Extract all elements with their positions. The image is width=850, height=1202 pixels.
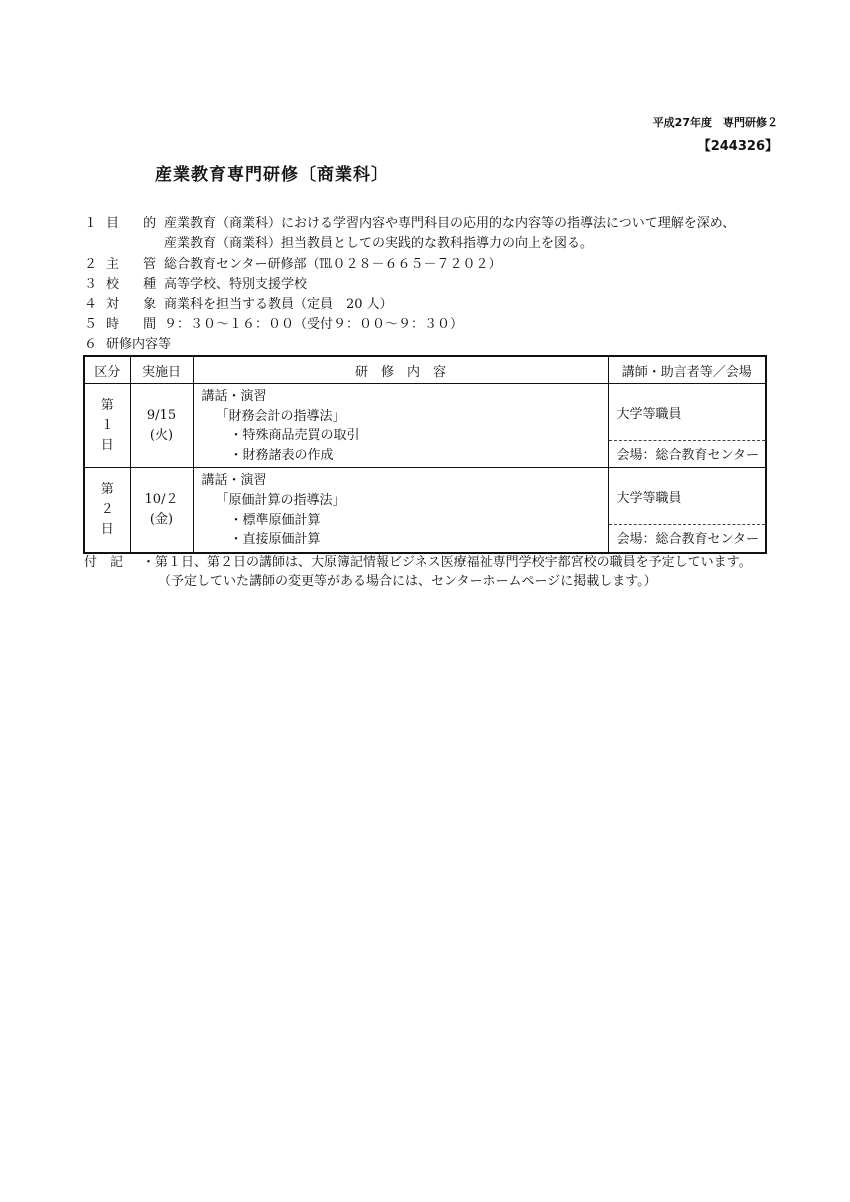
item-label: 時 間 bbox=[106, 317, 167, 332]
content-cell bbox=[193, 468, 608, 553]
venue: 会場：総合教育センター bbox=[616, 531, 759, 547]
schedule-table bbox=[83, 355, 767, 554]
header-division: 区分 bbox=[84, 356, 130, 384]
weekday: (金) bbox=[149, 512, 174, 528]
item-content-heading bbox=[84, 335, 171, 355]
division-char: １ bbox=[100, 417, 114, 433]
division-char: 第 bbox=[100, 397, 114, 413]
page-title: 産業教育専門研修〔商業科〕 bbox=[155, 165, 389, 185]
content-line: ・直接原価計算 bbox=[229, 532, 321, 548]
item-text: ９：３０～１６：００（受付９：００～９：３０） bbox=[164, 317, 464, 332]
division-char: 日 bbox=[100, 437, 114, 453]
table-row bbox=[84, 384, 766, 468]
notes-text: ・第１日、第２日の講師は、大原簿記情報ビジネス医療福祉専門学校宇都宮校の職員を予定しています。 bbox=[142, 555, 752, 570]
table-row bbox=[84, 468, 766, 553]
date: 10/２ bbox=[144, 492, 179, 508]
item-text: 産業教育（商業科）における学習内容や専門科目の応用的な内容等の指導法について理解を深め、 bbox=[164, 216, 736, 231]
notes-line-2: （予定していた講師の変更等がある場合には、センターホームページに掲載します。） bbox=[158, 574, 657, 589]
item-target bbox=[84, 295, 393, 315]
item-label: 主 管 bbox=[106, 257, 167, 272]
item-purpose bbox=[84, 214, 735, 234]
item-number: ６ bbox=[84, 337, 98, 352]
year-course-label: 平成27年度 専門研修２ bbox=[652, 116, 778, 129]
item-label: 目 的 bbox=[106, 216, 167, 231]
item-organizer bbox=[84, 255, 501, 275]
content-line: 講話・演習 bbox=[201, 389, 267, 404]
instructor: 大学等職員 bbox=[609, 384, 766, 441]
item-number: ４ bbox=[84, 297, 98, 312]
item-label: 校 種 bbox=[106, 277, 167, 292]
weekday: (火) bbox=[149, 427, 174, 443]
item-number: ２ bbox=[84, 257, 98, 272]
item-number: ５ bbox=[84, 317, 98, 332]
content-cell bbox=[193, 384, 608, 468]
item-label: 対 象 bbox=[106, 297, 167, 312]
header-instructor: 講師・助言者等／会場 bbox=[608, 356, 766, 384]
item-text: 高等学校、特別支援学校 bbox=[164, 277, 308, 292]
content-line: 「原価計算の指導法」 bbox=[215, 492, 346, 508]
item-time bbox=[84, 315, 463, 335]
division-char: 日 bbox=[100, 522, 114, 538]
item-label: 研修内容等 bbox=[106, 337, 172, 352]
item-number: １ bbox=[84, 216, 98, 231]
notes-label: 付 記 bbox=[84, 555, 124, 570]
notes-line-1 bbox=[84, 553, 752, 573]
division-cell bbox=[84, 384, 130, 468]
instructor: 大学等職員 bbox=[609, 468, 766, 525]
instructor-cell bbox=[608, 384, 766, 468]
division-char: ２ bbox=[100, 502, 114, 518]
content-line: ・財務諸表の作成 bbox=[229, 447, 334, 463]
item-text: 総合教育センター研修部（℡０２８－６６５－７２０２） bbox=[164, 257, 502, 272]
header-date: 実施日 bbox=[130, 356, 193, 384]
content-line: ・特殊商品売買の取引 bbox=[229, 428, 360, 444]
division-char: 第 bbox=[100, 482, 114, 498]
course-code: 【244326】 bbox=[697, 139, 778, 154]
item-text: 商業科を担当する教員（定員 20 人） bbox=[164, 297, 393, 312]
date-cell bbox=[130, 468, 193, 553]
content-line: ・標準原価計算 bbox=[229, 512, 321, 528]
division-cell bbox=[84, 468, 130, 553]
venue: 会場：総合教育センター bbox=[616, 447, 759, 463]
content-line: 講話・演習 bbox=[201, 473, 267, 489]
item-number: ３ bbox=[84, 277, 98, 292]
item-school-type bbox=[84, 275, 307, 295]
table-header-row bbox=[84, 356, 766, 384]
header-content: 研 修 内 容 bbox=[193, 356, 608, 384]
date: 9/15 bbox=[146, 407, 177, 423]
content-line: 「財務会計の指導法」 bbox=[215, 408, 346, 424]
date-cell bbox=[130, 384, 193, 468]
instructor-cell bbox=[608, 468, 766, 553]
item-purpose-continued: 産業教育（商業科）担当教員としての実践的な教科指導力の向上を図る。 bbox=[164, 236, 594, 251]
